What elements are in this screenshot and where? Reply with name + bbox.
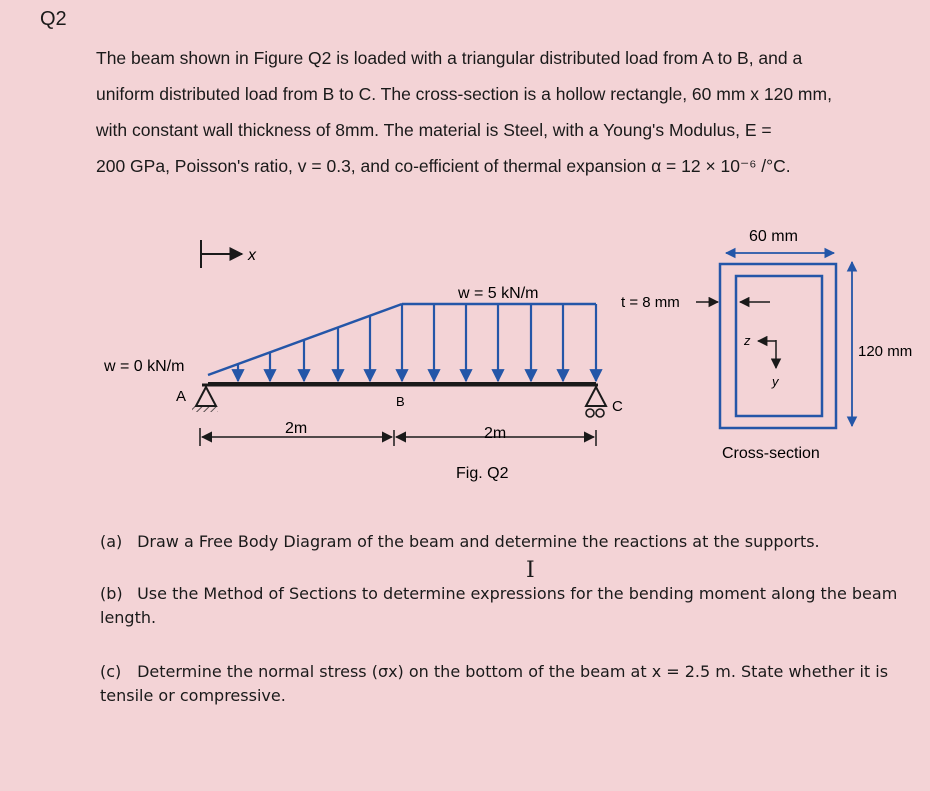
support-c-label: C	[612, 398, 623, 415]
question-b-text: Use the Method of Sections to determine expressions for the bending moment along the beam length.	[100, 584, 898, 627]
question-c-text: Determine the normal stress (σx) on the bottom of the beam at x = 2.5 m. State whether it is tensile or compressive.	[100, 662, 889, 705]
cross-section-caption: Cross-section	[722, 445, 820, 462]
w-left-label: w = 0 kN/m	[104, 358, 185, 375]
span-ab-label: 2m	[285, 420, 308, 437]
question-a-number: (a)	[100, 532, 123, 551]
span-dimensions	[200, 428, 596, 446]
question-c-number: (c)	[100, 662, 122, 681]
x-axis-indicator	[201, 240, 257, 268]
point-b-label: B	[396, 394, 405, 409]
outer-wall	[720, 264, 836, 428]
figure-caption: Fig. Q2	[456, 465, 509, 482]
y-axis-label: y	[772, 374, 779, 389]
x-axis-label: x	[248, 247, 256, 264]
statement-line: The beam shown in Figure Q2 is loaded with a triangular distributed load from A to B, and a	[96, 48, 803, 68]
question-c	[100, 660, 920, 708]
question-number: Q2	[40, 8, 67, 30]
question-a	[100, 530, 920, 554]
thickness-label: t = 8 mm	[621, 294, 680, 311]
question-b	[100, 582, 900, 630]
cross-section	[621, 228, 912, 462]
text-cursor-icon: I	[526, 558, 535, 583]
question-a-text: Draw a Free Body Diagram of the beam and determine the reactions at the supports.	[137, 532, 820, 551]
z-axis-label: z	[744, 333, 751, 348]
w-right-label: w = 5 kN/m	[458, 285, 539, 302]
load-arrows	[238, 304, 596, 381]
span-bc-label: 2m	[484, 425, 507, 442]
statement-line: 200 GPa, Poisson's ratio, v = 0.3, and co-efficient of thermal expansion α = 12 × 10⁻⁶ /°C.	[96, 156, 791, 176]
support-a-label: A	[176, 388, 187, 405]
height-label: 120 mm	[858, 343, 913, 360]
width-label: 60 mm	[749, 228, 798, 245]
statement-line: with constant wall thickness of 8mm. The material is Steel, with a Young's Modulus, E =	[96, 120, 772, 140]
roller-support-c	[586, 387, 606, 417]
question-b-number: (b)	[100, 584, 123, 603]
pin-support-a	[192, 387, 218, 412]
statement-line: uniform distributed load from B to C. The cross-section is a hollow rectangle, 60 mm x 120 mm,	[96, 84, 832, 104]
